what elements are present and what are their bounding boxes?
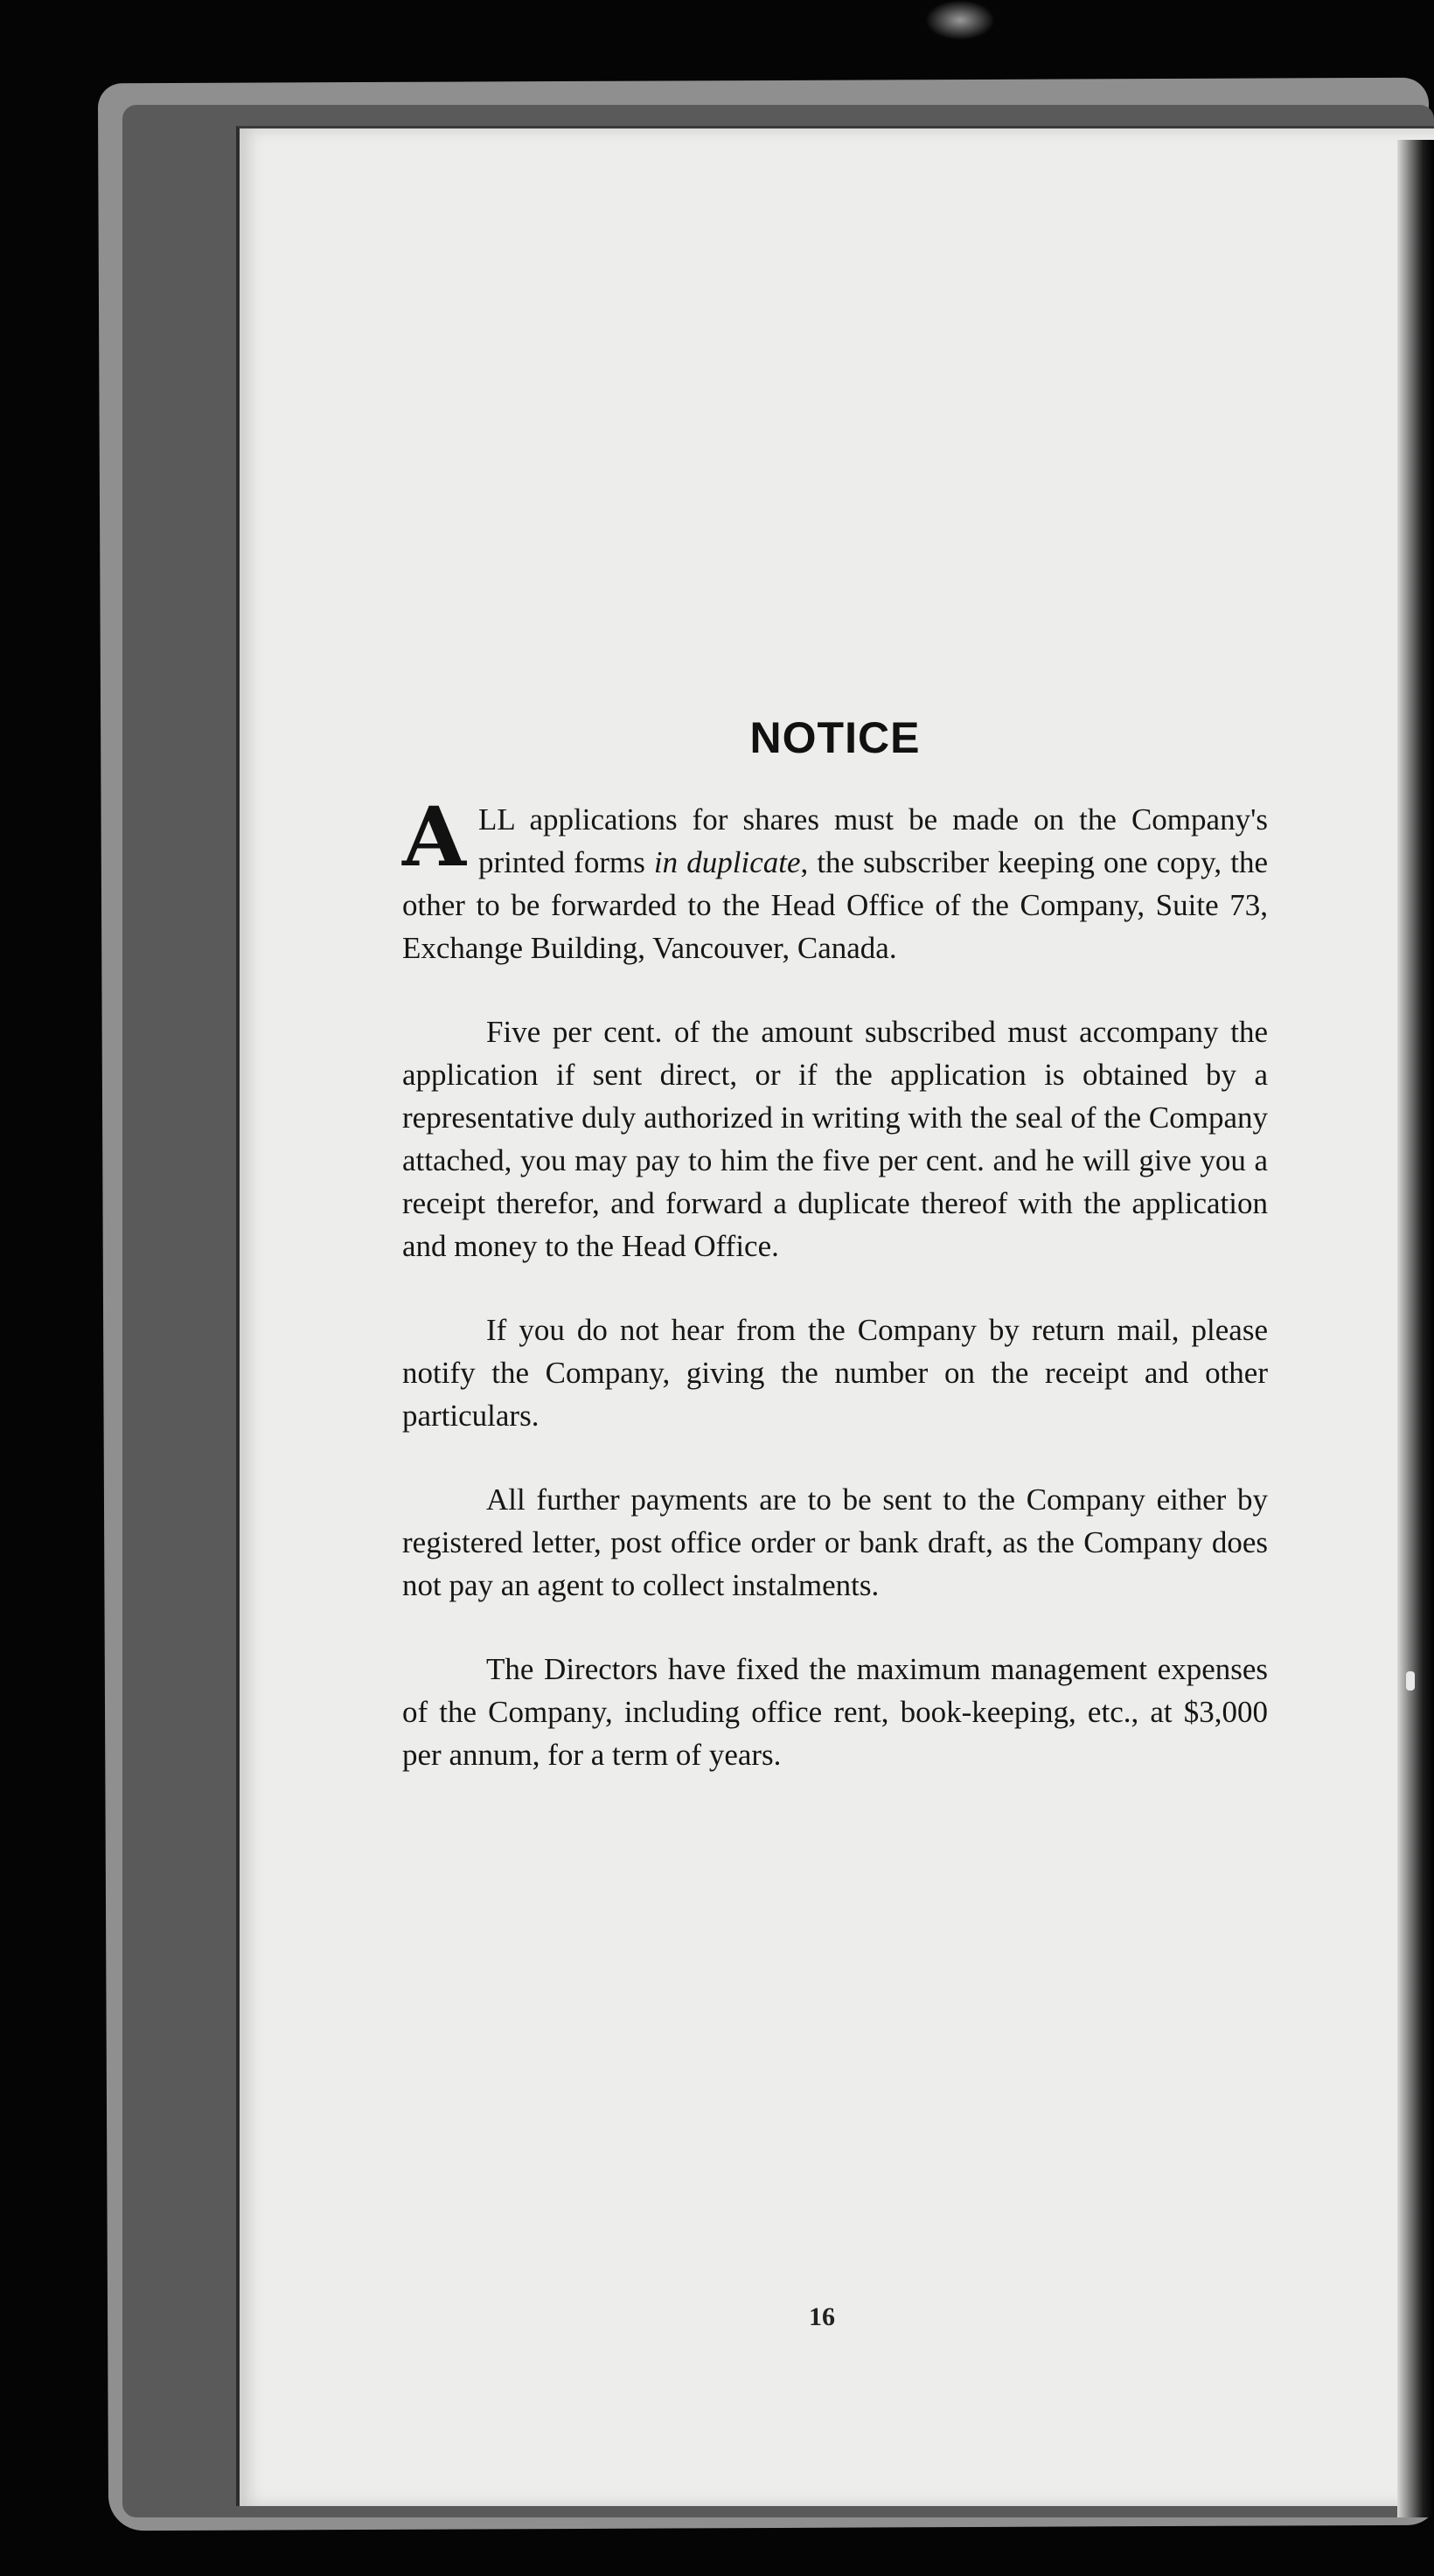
drop-cap-letter: A bbox=[402, 789, 466, 885]
paragraph-text-continued: , the subscriber keeping one copy, the other to be forwarded to the Head Office of the Company, Suite 73, Exchange Building, Vancouver, Canada. bbox=[402, 845, 1268, 965]
light-glare bbox=[925, 0, 995, 40]
notice-body bbox=[402, 713, 1268, 1817]
paragraph-payments: All further payments are to be sent to the Company either by registered letter, post office order or bank draft, as the Company does not pay an agent to collect instalments. bbox=[402, 1482, 1268, 1602]
page-gutter bbox=[1397, 140, 1434, 2517]
notice-title: NOTICE bbox=[749, 713, 921, 762]
paragraph-text: LL applications for shares must be made on the Company's printed forms bbox=[477, 802, 1268, 879]
paragraph-notify: If you do not hear from the Company by return mail, please notify the Company, giving the number on the receipt and other particulars. bbox=[402, 1313, 1268, 1433]
paragraph-expenses: The Directors have fixed the maximum management expenses of the Company, including office rent, book-keeping, etc., at $3,000 per annum, for a term of years. bbox=[402, 1652, 1268, 1772]
emphasis-text: in duplicate bbox=[653, 845, 801, 879]
page-number: 16 bbox=[809, 2302, 835, 2331]
dust-speck bbox=[1406, 1671, 1415, 1691]
paragraph-applications bbox=[402, 789, 1268, 969]
paragraph-five-per-cent: Five per cent. of the amount subscribed must accompany the application if sent direct, or if the application is obtained by a representative duly authorized in writing with the seal of the Company attached, you may pay to him the five per cent. and he will give you a receipt therefor, and forward a duplicate thereof with the application and money to the Head Office. bbox=[402, 1015, 1268, 1263]
